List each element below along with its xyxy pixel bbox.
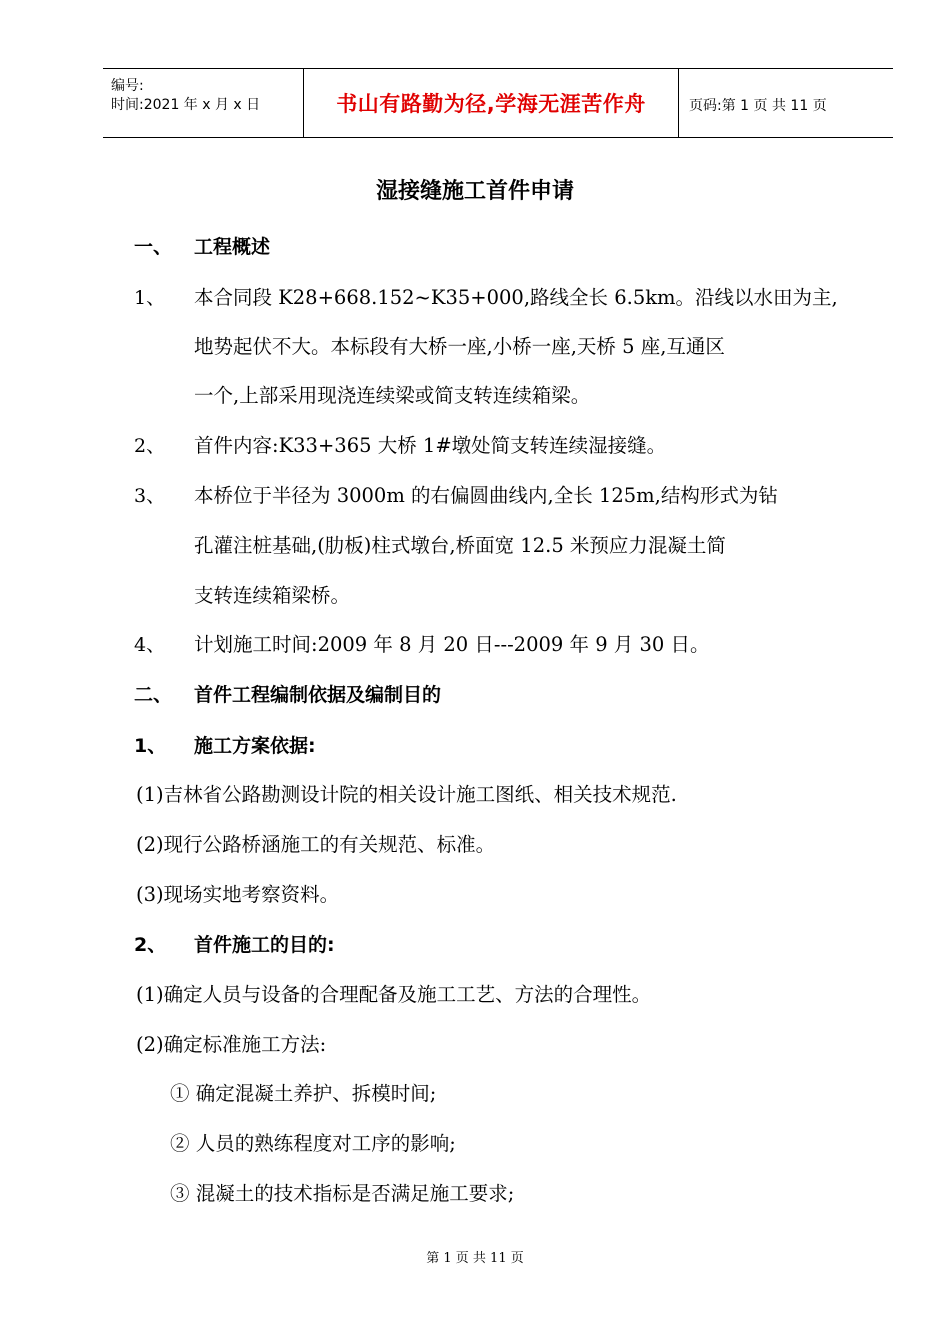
section-heading: 工程概述 (194, 236, 271, 258)
paragraph-line: 孔灌注桩基础,(肋板)柱式墩台,桥面宽 12.5 米预应力混凝土简 (194, 534, 726, 557)
page-title: 湿接缝施工首件申请 (375, 179, 574, 204)
section-heading: 首件工程编制依据及编制目的 (194, 684, 442, 706)
header-motto-cell (303, 69, 679, 137)
time-label: 时间:2021 年 x 月 x 日 (111, 97, 261, 113)
paragraph-line: 地势起伏不大。本标段有大桥一座,小桥一座,天桥 5 座,互通区 (194, 335, 725, 358)
item-number: 4、 (134, 634, 166, 656)
section-number: 一、 (134, 236, 173, 258)
circled-list-item: ③ 混凝土的技术指标是否满足施工要求; (170, 1182, 515, 1205)
paragraph-line: 本桥位于半径为 3000m 的右偏圆曲线内,全长 125m,结构形式为钻 (194, 484, 778, 507)
circled-list-item: ① 确定混凝土养护、拆模时间; (170, 1082, 437, 1105)
paragraph-line: 首件内容:K33+365 大桥 1#墩处简支转连续湿接缝。 (194, 434, 667, 457)
number-label: 编号: (111, 78, 144, 94)
subsection-heading: 首件施工的目的: (194, 934, 335, 956)
page-info: 页码:第 1 页 共 11 页 (689, 98, 827, 114)
header-left-cell (103, 69, 303, 137)
list-item: (2)现行公路桥涵施工的有关规范、标准。 (136, 833, 496, 856)
list-item: (1)吉林省公路勘测设计院的相关设计施工图纸、相关技术规范. (136, 783, 677, 806)
list-item: (1)确定人员与设备的合理配备及施工工艺、方法的合理性。 (136, 983, 652, 1006)
page-footer: 第 1 页 共 11 页 (426, 1251, 524, 1266)
motto-text: 书山有路勤为径,学海无涯苦作舟 (336, 92, 646, 116)
item-number: 1、 (134, 287, 166, 309)
section-number: 二、 (134, 684, 173, 706)
item-number: 2、 (134, 435, 166, 457)
paragraph-line: 本合同段 K28+668.152~K35+000,路线全长 6.5km。沿线以水田为主, (194, 286, 838, 309)
subsection-heading: 施工方案依据: (194, 735, 316, 757)
paragraph-line: 支转连续箱梁桥。 (194, 584, 351, 607)
paragraph-line: 计划施工时间:2009 年 8 月 20 日---2009 年 9 月 30 日。 (194, 633, 710, 656)
header-right-cell (679, 69, 893, 137)
paragraph-line: 一个,上部采用现浇连续梁或简支转连续箱梁。 (194, 384, 591, 407)
document-header (103, 68, 893, 138)
list-item: (3)现场实地考察资料。 (136, 883, 340, 906)
subsection-number: 1、 (134, 735, 167, 757)
circled-list-item: ② 人员的熟练程度对工序的影响; (170, 1132, 456, 1155)
subsection-number: 2、 (134, 934, 167, 956)
list-item: (2)确定标准施工方法: (136, 1033, 327, 1056)
item-number: 3、 (134, 485, 166, 507)
